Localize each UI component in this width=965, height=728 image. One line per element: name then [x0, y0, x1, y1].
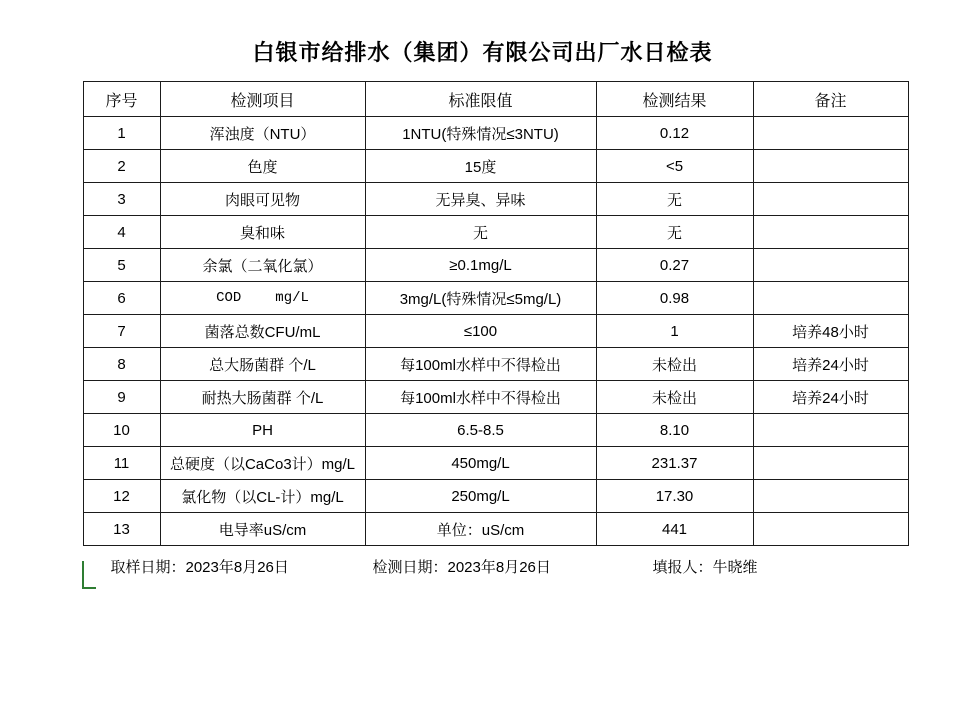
table-row [83, 513, 908, 546]
water-quality-table [83, 81, 909, 546]
cell-std: 3mg/L(特殊情况≤5mg/L) [365, 282, 596, 315]
cell-note [753, 414, 908, 447]
page-title: 白银市给排水（集团）有限公司出厂水日检表 [252, 40, 713, 65]
cell-item: 菌落总数CFU/mL [160, 315, 365, 348]
cell-std: 250mg/L [365, 480, 596, 513]
header-cell-item: 检测项目 [160, 82, 365, 117]
cell-note [753, 183, 908, 216]
cell-std: 无 [365, 216, 596, 249]
cell-result: 未检出 [596, 348, 753, 381]
cell-item [160, 282, 365, 315]
cell-result: <5 [596, 150, 753, 183]
cell-no: 3 [83, 183, 160, 216]
cell-item: 浑浊度（NTU） [160, 117, 365, 150]
cell-item: PH [160, 414, 365, 447]
cell-std: 单位：uS/cm [365, 513, 596, 546]
report-page [0, 36, 965, 728]
table-row [83, 183, 908, 216]
table-row [83, 249, 908, 282]
header-cell-result: 检测结果 [596, 82, 753, 117]
table-row [83, 315, 908, 348]
cell-no: 7 [83, 315, 160, 348]
cod-label-group [163, 290, 363, 306]
cell-std: 1NTU(特殊情况≤3NTU) [365, 117, 596, 150]
cell-item: 臭和味 [160, 216, 365, 249]
cell-note [753, 513, 908, 546]
cell-item: 电导率uS/cm [160, 513, 365, 546]
cell-std: ≤100 [365, 315, 596, 348]
cell-no: 4 [83, 216, 160, 249]
table-body [83, 117, 908, 546]
cell-std: 15度 [365, 150, 596, 183]
cell-item: 氯化物（以CL-计）mg/L [160, 480, 365, 513]
cell-result: 231.37 [596, 447, 753, 480]
table-row [83, 150, 908, 183]
cell-item: 总硬度（以CaCo3计）mg/L [160, 447, 365, 480]
table-row [83, 117, 908, 150]
cell-no: 11 [83, 447, 160, 480]
cell-no: 8 [83, 348, 160, 381]
cell-note [753, 249, 908, 282]
cell-item: 肉眼可见物 [160, 183, 365, 216]
cell-std: ≥0.1mg/L [365, 249, 596, 282]
cell-note [753, 117, 908, 150]
cell-result: 17.30 [596, 480, 753, 513]
cell-result: 0.98 [596, 282, 753, 315]
table-header [83, 82, 908, 117]
table-row [83, 348, 908, 381]
header-cell-no: 序号 [83, 82, 160, 117]
cell-result: 1 [596, 315, 753, 348]
cod-name: COD [216, 290, 242, 306]
cell-no: 6 [83, 282, 160, 315]
cell-no: 2 [83, 150, 160, 183]
cell-note: 培养48小时 [753, 315, 908, 348]
cell-result: 无 [596, 216, 753, 249]
cell-no: 9 [83, 381, 160, 414]
cod-unit: mg/L [275, 290, 309, 306]
cell-item: 总大肠菌群 个/L [160, 348, 365, 381]
sample-date: 取样日期：2023年8月26日 [110, 559, 289, 576]
table-row [83, 282, 908, 315]
cell-result: 0.12 [596, 117, 753, 150]
cell-result: 0.27 [596, 249, 753, 282]
cell-std: 无异臭、异味 [365, 183, 596, 216]
table-row [83, 480, 908, 513]
cell-note [753, 150, 908, 183]
table-row [83, 414, 908, 447]
cell-note [753, 216, 908, 249]
header-cell-std: 标准限值 [365, 82, 596, 117]
cell-no: 12 [83, 480, 160, 513]
cell-note [753, 282, 908, 315]
table-row [83, 381, 908, 414]
cell-std: 6.5-8.5 [365, 414, 596, 447]
cell-no: 1 [83, 117, 160, 150]
cell-note [753, 480, 908, 513]
cell-result: 8.10 [596, 414, 753, 447]
cell-item: 色度 [160, 150, 365, 183]
cell-std: 每100ml水样中不得检出 [365, 348, 596, 381]
cell-note: 培养24小时 [753, 348, 908, 381]
cell-result: 441 [596, 513, 753, 546]
cell-result: 无 [596, 183, 753, 216]
table-header-row [83, 82, 908, 117]
footer-row [83, 556, 883, 577]
header-cell-note: 备注 [753, 82, 908, 117]
cell-std: 每100ml水样中不得检出 [365, 381, 596, 414]
cell-std: 450mg/L [365, 447, 596, 480]
cell-item: 余氯（二氧化氯） [160, 249, 365, 282]
cell-item: 耐热大肠菌群 个/L [160, 381, 365, 414]
report-table-wrapper [83, 81, 883, 546]
cell-no: 10 [83, 414, 160, 447]
reporter: 填报人：牛晓维 [652, 559, 758, 576]
test-date: 检测日期：2023年8月26日 [372, 559, 551, 576]
cell-no: 5 [83, 249, 160, 282]
cell-no: 13 [83, 513, 160, 546]
cell-result: 未检出 [596, 381, 753, 414]
cell-note: 培养24小时 [753, 381, 908, 414]
cell-note [753, 447, 908, 480]
table-row [83, 216, 908, 249]
table-row [83, 447, 908, 480]
